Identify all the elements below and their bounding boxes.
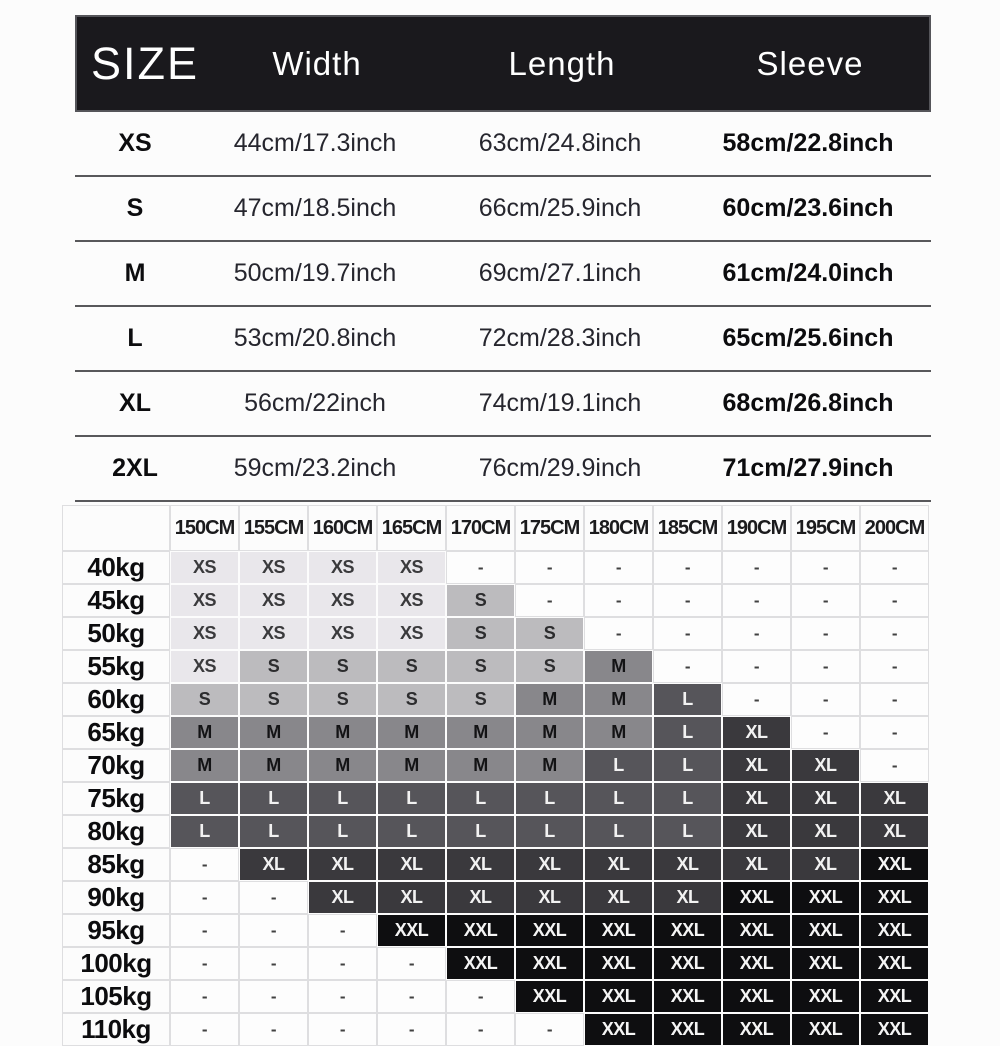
fit-cell: S (308, 650, 377, 683)
fit-cell: XXL (860, 848, 929, 881)
fit-cell: XXL (722, 1013, 791, 1046)
fit-cell: S (446, 650, 515, 683)
fit-cell: XS (308, 584, 377, 617)
sleeve-cell: 61cm/24.0inch (722, 259, 894, 287)
fit-cell: - (170, 914, 239, 947)
fit-cell: XL (791, 848, 860, 881)
weight-label-cell: 90kg (62, 881, 170, 914)
height-header-cell: 185CM (653, 505, 722, 551)
weight-label-cell: 105kg (62, 980, 170, 1013)
fit-cell: L (377, 782, 446, 815)
fit-cell: L (377, 815, 446, 848)
matrix-row (62, 980, 929, 1013)
height-header-cell: 180CM (584, 505, 653, 551)
fit-cell: XL (377, 881, 446, 914)
fit-cell: - (515, 1013, 584, 1046)
fit-cell: XXL (791, 1013, 860, 1046)
fit-cell: L (653, 716, 722, 749)
fit-cell: M (170, 716, 239, 749)
fit-cell: L (653, 782, 722, 815)
fit-cell: - (446, 551, 515, 584)
fit-cell: XL (377, 848, 446, 881)
length-cell: 69cm/27.1inch (478, 259, 642, 287)
fit-cell: XXL (791, 947, 860, 980)
fit-cell: XXL (584, 914, 653, 947)
fit-cell: M (515, 683, 584, 716)
matrix-row (62, 617, 929, 650)
fit-cell: - (239, 914, 308, 947)
matrix-body (62, 551, 929, 1046)
weight-label-cell: 70kg (62, 749, 170, 782)
fit-cell: - (722, 584, 791, 617)
fit-cell: - (860, 551, 929, 584)
fit-cell: XXL (653, 980, 722, 1013)
fit-cell: XXL (446, 947, 515, 980)
fit-cell: - (653, 584, 722, 617)
fit-cell: S (446, 683, 515, 716)
matrix-row (62, 947, 929, 980)
weight-label-cell: 50kg (62, 617, 170, 650)
size-cell: S (126, 194, 144, 222)
fit-cell: - (170, 1013, 239, 1046)
fit-cell: XXL (791, 881, 860, 914)
weight-label-cell: 45kg (62, 584, 170, 617)
fit-cell: S (308, 683, 377, 716)
fit-cell: XXL (722, 980, 791, 1013)
fit-cell: L (170, 782, 239, 815)
fit-cell: S (446, 617, 515, 650)
fit-cell: - (791, 650, 860, 683)
weight-label-cell: 95kg (62, 914, 170, 947)
matrix-row (62, 815, 929, 848)
fit-cell: L (446, 782, 515, 815)
header-width-label: Width (272, 44, 362, 82)
fit-cell: M (377, 749, 446, 782)
fit-cell: S (515, 617, 584, 650)
fit-matrix-table (62, 505, 929, 1046)
fit-cell: - (308, 947, 377, 980)
fit-cell: XXL (860, 1013, 929, 1046)
fit-cell: - (377, 980, 446, 1013)
weight-label-cell: 40kg (62, 551, 170, 584)
fit-cell: M (584, 683, 653, 716)
fit-cell: L (239, 815, 308, 848)
sleeve-cell: 60cm/23.6inch (722, 194, 894, 222)
fit-cell: - (860, 650, 929, 683)
matrix-row (62, 848, 929, 881)
fit-cell: XL (722, 848, 791, 881)
fit-cell: XL (722, 716, 791, 749)
fit-cell: XS (239, 551, 308, 584)
fit-cell: XS (170, 650, 239, 683)
measurement-table-header (75, 15, 931, 112)
width-cell: 59cm/23.2inch (233, 454, 397, 482)
fit-cell: XS (377, 617, 446, 650)
fit-cell: XL (791, 749, 860, 782)
length-cell: 72cm/28.3inch (478, 324, 642, 352)
fit-cell: - (170, 848, 239, 881)
weight-label-cell: 55kg (62, 650, 170, 683)
fit-cell: M (515, 749, 584, 782)
width-cell: 47cm/18.5inch (233, 194, 397, 222)
weight-label-cell: 65kg (62, 716, 170, 749)
header-sleeve-label: Sleeve (756, 44, 864, 82)
fit-cell: XXL (653, 1013, 722, 1046)
fit-cell: XL (308, 881, 377, 914)
fit-cell: - (860, 749, 929, 782)
height-header-cell: 155CM (239, 505, 308, 551)
sleeve-cell: 68cm/26.8inch (722, 389, 894, 417)
fit-cell: XS (239, 617, 308, 650)
fit-cell: L (170, 815, 239, 848)
measurement-row (75, 242, 931, 307)
weight-label-cell: 85kg (62, 848, 170, 881)
measurement-rows (75, 112, 931, 502)
matrix-header-row (62, 505, 929, 551)
fit-cell: L (653, 815, 722, 848)
fit-cell: M (584, 716, 653, 749)
size-cell: M (124, 259, 146, 287)
fit-cell: - (239, 1013, 308, 1046)
fit-cell: L (584, 815, 653, 848)
fit-cell: L (515, 782, 584, 815)
width-cell: 56cm/22inch (244, 389, 386, 417)
fit-cell: XS (377, 584, 446, 617)
header-size-label: SIZE (91, 37, 200, 89)
fit-cell: XL (722, 749, 791, 782)
fit-cell: - (860, 716, 929, 749)
fit-cell: XS (170, 584, 239, 617)
fit-cell: - (722, 617, 791, 650)
fit-cell: XL (584, 881, 653, 914)
fit-cell: XXL (446, 914, 515, 947)
height-header-cell: 165CM (377, 505, 446, 551)
fit-cell: M (170, 749, 239, 782)
weight-label-cell: 80kg (62, 815, 170, 848)
weight-label-cell: 60kg (62, 683, 170, 716)
matrix-row (62, 782, 929, 815)
fit-cell: XL (791, 782, 860, 815)
fit-cell: XXL (653, 914, 722, 947)
fit-cell: M (239, 716, 308, 749)
height-header-cell: 200CM (860, 505, 929, 551)
fit-cell: - (170, 980, 239, 1013)
length-cell: 76cm/29.9inch (478, 454, 642, 482)
fit-cell: - (653, 617, 722, 650)
fit-cell: S (170, 683, 239, 716)
fit-cell: - (239, 947, 308, 980)
length-cell: 74cm/19.1inch (478, 389, 642, 417)
matrix-row (62, 749, 929, 782)
length-cell: 66cm/25.9inch (478, 194, 642, 222)
fit-cell: XXL (791, 914, 860, 947)
fit-cell: - (239, 881, 308, 914)
fit-cell: - (377, 947, 446, 980)
fit-cell: - (653, 650, 722, 683)
header-length-label: Length (508, 44, 616, 82)
fit-cell: - (584, 584, 653, 617)
fit-cell: L (653, 749, 722, 782)
fit-cell: - (446, 980, 515, 1013)
fit-cell: XL (308, 848, 377, 881)
fit-cell: S (377, 650, 446, 683)
weight-label-cell: 110kg (62, 1013, 170, 1046)
fit-cell: M (446, 716, 515, 749)
fit-cell: - (722, 683, 791, 716)
measurement-row (75, 372, 931, 437)
length-cell: 63cm/24.8inch (478, 129, 642, 157)
matrix-row (62, 584, 929, 617)
fit-cell: L (584, 782, 653, 815)
fit-cell: - (170, 881, 239, 914)
fit-cell: - (515, 551, 584, 584)
fit-cell: XXL (584, 947, 653, 980)
fit-cell: - (377, 1013, 446, 1046)
measurement-row (75, 437, 931, 502)
fit-cell: XL (860, 782, 929, 815)
fit-cell: XL (515, 848, 584, 881)
fit-cell: - (515, 584, 584, 617)
height-header-cell: 195CM (791, 505, 860, 551)
size-cell: XL (119, 389, 151, 417)
matrix-row (62, 1013, 929, 1046)
fit-cell: M (239, 749, 308, 782)
measurement-row (75, 307, 931, 372)
height-header-cell: 150CM (170, 505, 239, 551)
fit-cell: XXL (584, 1013, 653, 1046)
fit-cell: XL (584, 848, 653, 881)
fit-cell: XL (653, 881, 722, 914)
height-header-cell: 175CM (515, 505, 584, 551)
fit-cell: XL (653, 848, 722, 881)
fit-cell: XXL (653, 947, 722, 980)
fit-cell: M (377, 716, 446, 749)
fit-cell: - (722, 650, 791, 683)
height-header-cell: 190CM (722, 505, 791, 551)
sleeve-cell: 71cm/27.9inch (722, 454, 894, 482)
fit-cell: L (239, 782, 308, 815)
size-cell: XS (118, 129, 152, 157)
measurement-row (75, 112, 931, 177)
fit-cell: S (377, 683, 446, 716)
fit-cell: XL (239, 848, 308, 881)
fit-cell: - (791, 716, 860, 749)
fit-cell: XXL (860, 980, 929, 1013)
width-cell: 53cm/20.8inch (233, 324, 397, 352)
fit-cell: XXL (722, 914, 791, 947)
fit-cell: - (860, 584, 929, 617)
fit-cell: - (584, 551, 653, 584)
fit-cell: XXL (722, 947, 791, 980)
sleeve-cell: 58cm/22.8inch (722, 129, 894, 157)
fit-cell: - (860, 617, 929, 650)
fit-cell: XXL (860, 947, 929, 980)
fit-cell: XXL (722, 881, 791, 914)
fit-cell: L (308, 782, 377, 815)
fit-cell: - (791, 551, 860, 584)
matrix-row (62, 683, 929, 716)
fit-cell: XL (515, 881, 584, 914)
fit-cell: L (515, 815, 584, 848)
fit-cell: XS (308, 617, 377, 650)
fit-cell: - (239, 980, 308, 1013)
fit-cell: - (653, 551, 722, 584)
fit-cell: XXL (860, 914, 929, 947)
fit-cell: - (308, 980, 377, 1013)
fit-cell: XS (170, 617, 239, 650)
fit-cell: M (584, 650, 653, 683)
fit-cell: - (170, 947, 239, 980)
fit-cell: - (791, 683, 860, 716)
fit-cell: XL (446, 881, 515, 914)
matrix-row (62, 881, 929, 914)
fit-cell: XXL (860, 881, 929, 914)
fit-cell: XXL (377, 914, 446, 947)
weight-label-cell: 75kg (62, 782, 170, 815)
fit-cell: XS (377, 551, 446, 584)
fit-cell: XL (722, 815, 791, 848)
size-cell: L (127, 324, 143, 352)
fit-cell: S (239, 683, 308, 716)
fit-cell: S (446, 584, 515, 617)
fit-cell: - (446, 1013, 515, 1046)
fit-cell: - (308, 914, 377, 947)
fit-cell: S (515, 650, 584, 683)
fit-cell: XL (860, 815, 929, 848)
fit-cell: XXL (584, 980, 653, 1013)
sleeve-cell: 65cm/25.6inch (722, 324, 894, 352)
fit-cell: XXL (791, 980, 860, 1013)
fit-cell: M (308, 749, 377, 782)
matrix-row (62, 650, 929, 683)
fit-cell: XXL (515, 980, 584, 1013)
fit-cell: L (446, 815, 515, 848)
matrix-row (62, 914, 929, 947)
width-cell: 50cm/19.7inch (233, 259, 397, 287)
fit-cell: - (860, 683, 929, 716)
fit-cell: L (653, 683, 722, 716)
fit-cell: XS (308, 551, 377, 584)
weight-label-cell: 100kg (62, 947, 170, 980)
fit-cell: - (308, 1013, 377, 1046)
fit-cell: M (308, 716, 377, 749)
fit-cell: XS (170, 551, 239, 584)
fit-cell: XS (239, 584, 308, 617)
size-cell: 2XL (112, 454, 158, 482)
fit-cell: XL (446, 848, 515, 881)
fit-cell: XXL (515, 914, 584, 947)
fit-cell: M (446, 749, 515, 782)
matrix-corner-cell (62, 505, 170, 551)
matrix-row (62, 716, 929, 749)
fit-cell: - (791, 617, 860, 650)
fit-cell: L (584, 749, 653, 782)
fit-cell: M (515, 716, 584, 749)
fit-cell: S (239, 650, 308, 683)
matrix-row (62, 551, 929, 584)
measurement-row (75, 177, 931, 242)
fit-cell: - (722, 551, 791, 584)
fit-cell: L (308, 815, 377, 848)
fit-cell: XL (722, 782, 791, 815)
fit-cell: XXL (515, 947, 584, 980)
height-header-cell: 160CM (308, 505, 377, 551)
fit-cell: - (791, 584, 860, 617)
height-header-cell: 170CM (446, 505, 515, 551)
fit-cell: XL (791, 815, 860, 848)
width-cell: 44cm/17.3inch (233, 129, 397, 157)
fit-cell: - (584, 617, 653, 650)
